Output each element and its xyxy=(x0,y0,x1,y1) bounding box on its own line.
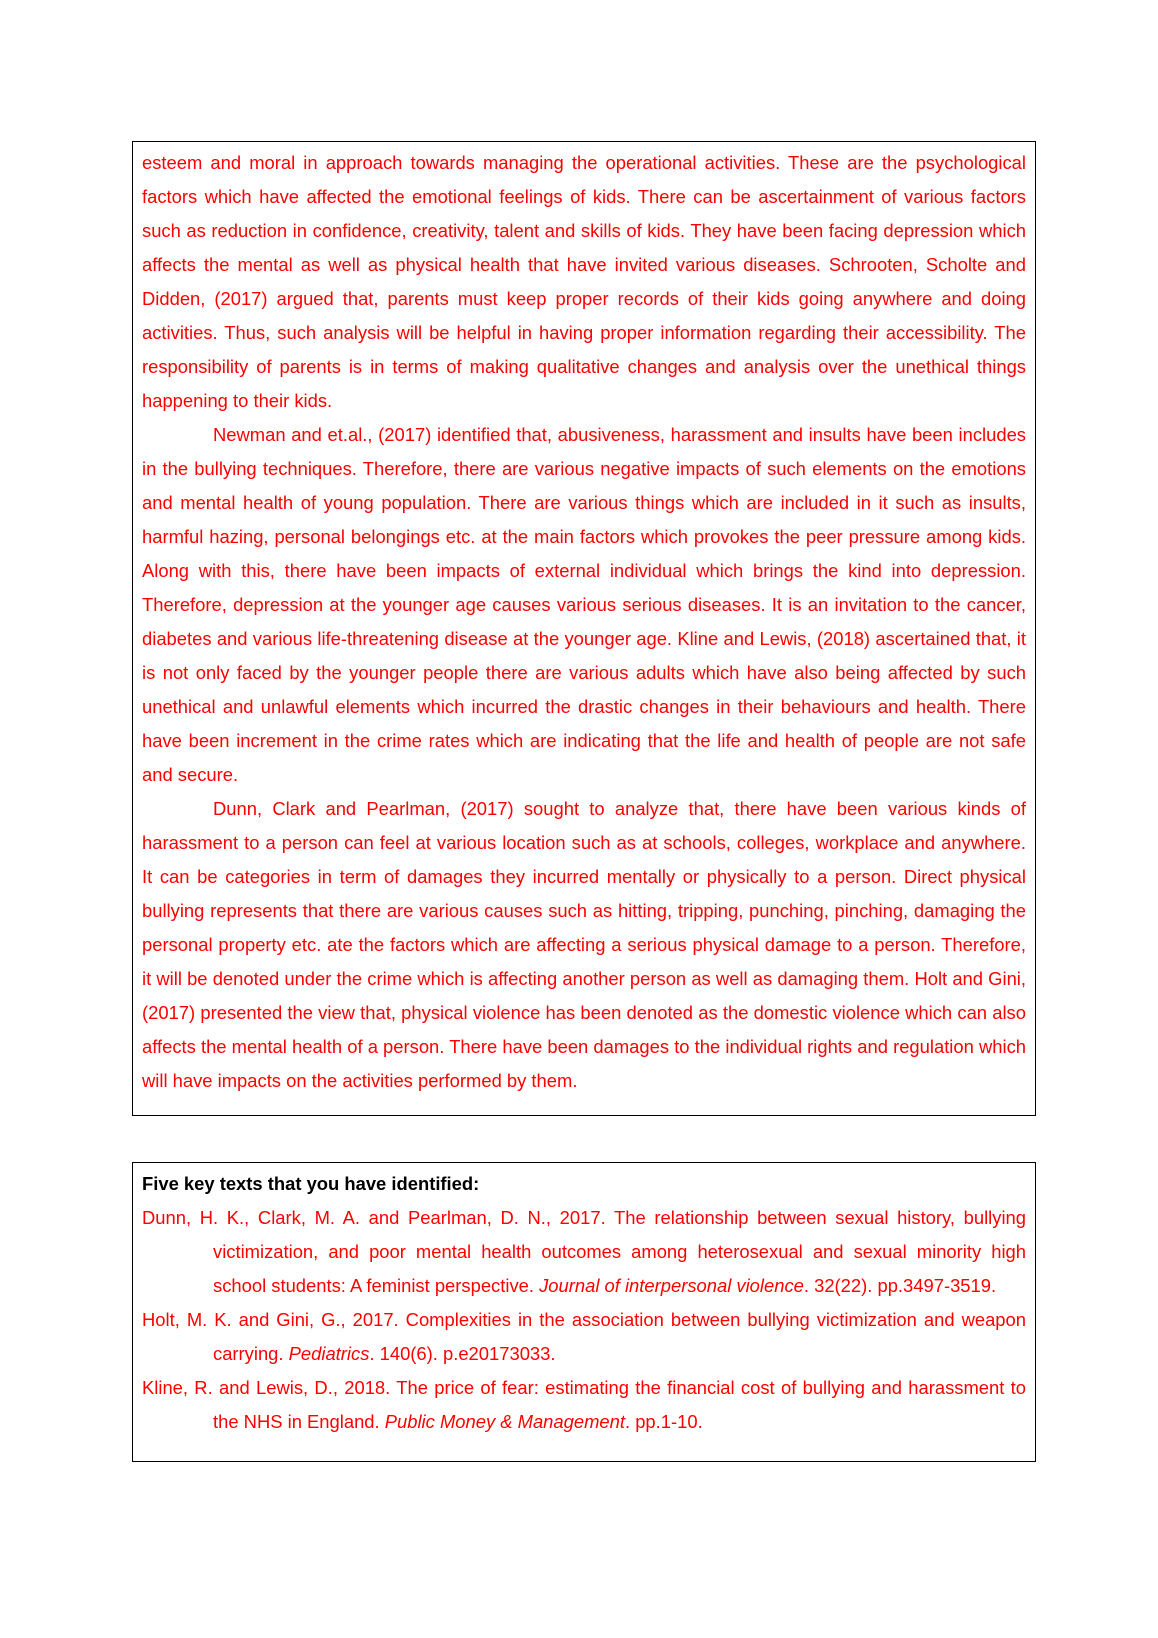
key-texts-box xyxy=(132,1162,1036,1462)
reference-text: Kline, R. and Lewis, D., 2018. The price of fear: estimating the financial cost of bullying and harassment to the NHS in England. xyxy=(142,1377,1026,1432)
reference-text: Holt, M. K. and Gini, G., 2017. Complexities in the association between bullying victimization and weapon carrying. xyxy=(142,1309,1026,1364)
key-texts-heading: Five key texts that you have identified: xyxy=(142,1173,480,1194)
reference-holt xyxy=(142,1303,1026,1371)
analysis-paragraph-1: esteem and moral in approach towards managing the operational activities. These are the psychological factors which have affected the emotional feelings of kids. There can be ascertainment of various factors such as reduction in confidence, creativity, talent and skills of kids. They have been facing depression which affects the mental as well as physical health that have invited various diseases. Schrooten, Scholte and Didden, (2017) argued that, parents must keep proper records of their kids going anywhere and doing activities. Thus, such analysis will be helpful in having proper information regarding their accessibility. The responsibility of parents is in terms of making qualitative changes and analysis over the unethical things happening to their kids. xyxy=(142,152,1026,411)
reference-journal: Pediatrics xyxy=(288,1343,370,1364)
analysis-paragraph-2: Newman and et.al., (2017) identified that, abusiveness, harassment and insults have been includes in the bullying techniques. Therefore, there are various negative impacts of such elements on the emotions and mental health of young population. There are various things which are included in it such as insults, harmful hazing, personal belongings etc. at the main factors which provokes the peer pressure among kids. Along with this, there have been impacts of external individual which brings the kind into depression. Therefore, depression at the younger age causes various serious diseases. It is an invitation to the cancer, diabetes and various life-threatening disease at the younger age. Kline and Lewis, (2018) ascertained that, it is not only faced by the younger people there are various adults which have also being affected by such unethical and unlawful elements which incurred the drastic changes in their behaviours and health. There have been increment in the crime rates which are indicating that the life and health of people are not safe and secure. xyxy=(142,424,1026,785)
reference-journal: Public Money & Management xyxy=(384,1411,625,1432)
reference-details: . 140(6). p.e20173033. xyxy=(369,1343,556,1364)
reference-details: . 32(22). pp.3497-3519. xyxy=(803,1275,997,1296)
reference-journal: Journal of interpersonal violence xyxy=(539,1275,804,1296)
reference-dunn xyxy=(142,1201,1026,1303)
analysis-text-box xyxy=(132,141,1036,1116)
reference-text: Dunn, H. K., Clark, M. A. and Pearlman, D. N., 2017. The relationship between sexual history, bullying victimization, and poor mental health outcomes among heterosexual and sexual minority high school students: A feminist perspective. xyxy=(142,1207,1026,1296)
reference-kline xyxy=(142,1371,1026,1439)
reference-details: . pp.1-10. xyxy=(624,1411,703,1432)
analysis-paragraph-3: Dunn, Clark and Pearlman, (2017) sought to analyze that, there have been various kinds of harassment to a person can feel at various location such as at schools, colleges, workplace and anywhere. It can be categories in term of damages they incurred mentally or physically to a person. Direct physical bullying represents that there are various causes such as hitting, tripping, punching, pinching, damaging the personal property etc. ate the factors which are affecting a serious physical damage to a person. Therefore, it will be denoted under the crime which is affecting another person as well as damaging them. Holt and Gini, (2017) presented the view that, physical violence has been denoted as the domestic violence which can also affects the mental health of a person. There have been damages to the individual rights and regulation which will have impacts on the activities performed by them. xyxy=(142,798,1026,1091)
